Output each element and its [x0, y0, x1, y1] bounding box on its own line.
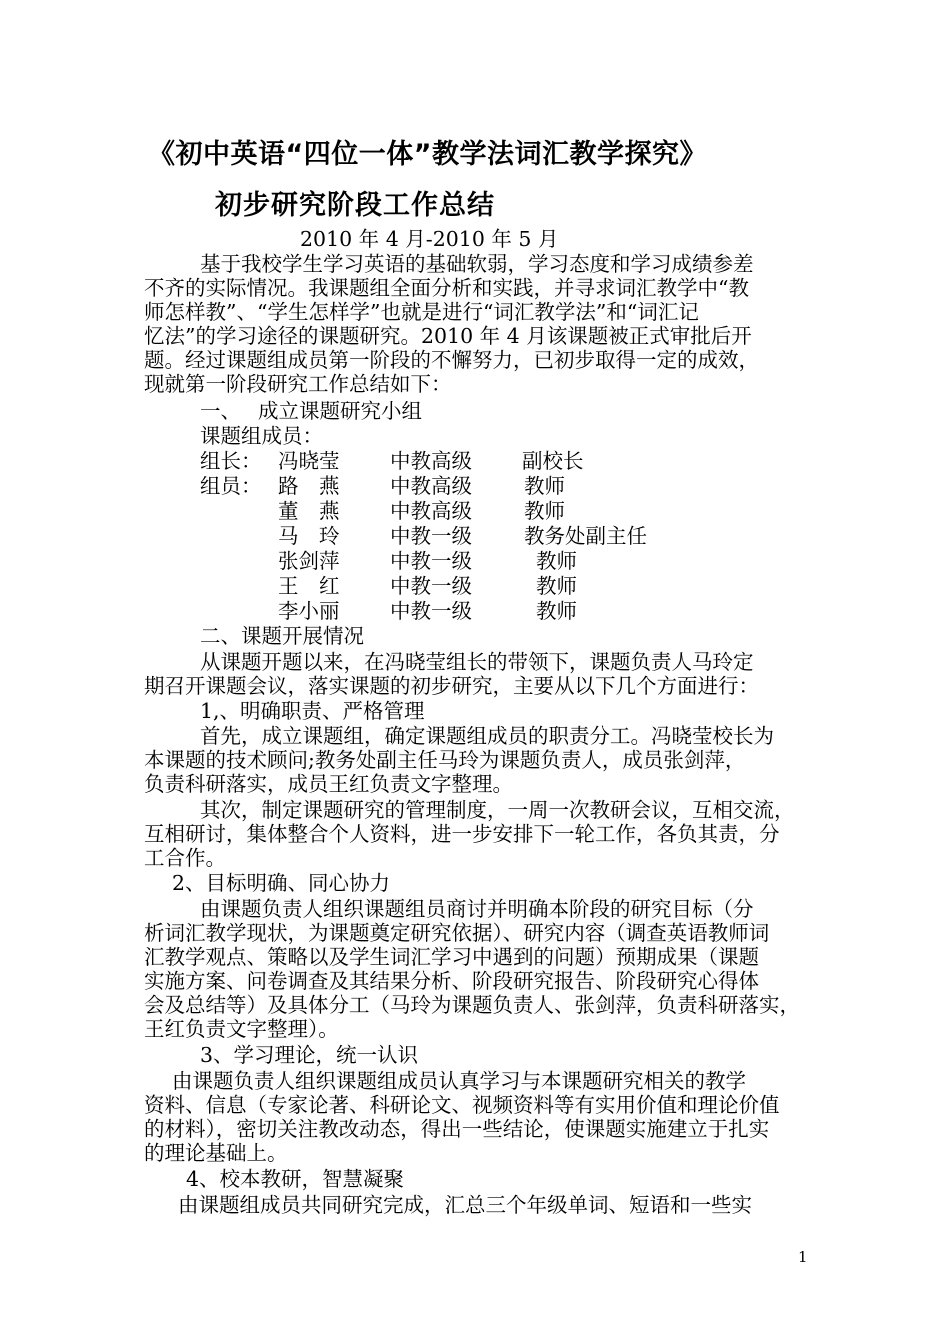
body-line: 的理论基础上。	[144, 1141, 288, 1165]
body-line: 负责科研落实，成员王红负责文字整理。	[144, 772, 513, 796]
body-line: 会及总结等）及具体分工（马玲为课题负责人、张剑萍，负责科研落实，	[144, 993, 800, 1017]
subsection-title: 1,、明确职责、严格管理	[200, 699, 425, 723]
body-line: 首先，成立课题组，确定课题组成员的职责分工。冯晓莹校长为	[200, 724, 774, 748]
intro-line: 题。经过课题组成员第一阶段的不懈努力，已初步取得一定的成效，	[144, 348, 759, 372]
body-line: 王红负责文字整理）。	[144, 1017, 339, 1041]
body-line: 从课题开题以来，在冯晓莹组长的带领下，课题负责人马玲定	[200, 650, 754, 674]
intro-line: 师怎样教”、“学生怎样学”也就是进行“词汇教学法”和“词汇记	[144, 300, 699, 324]
member-role: 教师	[536, 574, 577, 598]
member-role: 副校长	[522, 449, 584, 473]
member-name: 路 燕	[278, 474, 340, 498]
member-name: 马 玲	[278, 524, 340, 548]
leader-label: 组长：	[200, 449, 262, 473]
member-role: 教师	[536, 549, 577, 573]
intro-line: 基于我校学生学习英语的基础软弱，学习态度和学习成绩参差	[200, 252, 754, 276]
member-name: 董 燕	[278, 499, 340, 523]
body-line: 其次，制定课题研究的管理制度，一周一次教研会议，互相交流，	[200, 798, 795, 822]
section1-number: 一、	[200, 399, 241, 423]
member-grade: 中教一级	[390, 524, 472, 548]
section2-title: 二、课题开展情况	[200, 624, 364, 648]
member-grade: 中教一级	[390, 574, 472, 598]
body-line: 析词汇教学现状，为课题奠定研究依据）、研究内容（调查英语教师词	[144, 921, 770, 945]
subsection-title: 2、目标明确、同心协力	[172, 871, 391, 895]
members-title: 组员：	[200, 474, 262, 498]
member-grade: 中教高级	[390, 474, 472, 498]
member-grade: 中教一级	[390, 599, 472, 623]
member-role: 教师	[524, 499, 565, 523]
body-line: 由课题负责人组织课题组成员认真学习与本课题研究相关的教学	[172, 1069, 746, 1093]
member-role: 教师	[536, 599, 577, 623]
page-number: 1	[798, 1248, 808, 1266]
intro-line: 忆法”的学习途径的课题研究。2010 年 4 月该课题被正式审批后开	[144, 324, 752, 348]
body-line: 本课题的技术顾问;教务处副主任马玲为课题负责人，成员张剑萍，	[144, 748, 746, 772]
member-name: 王 红	[278, 574, 340, 598]
members-label: 课题组成员：	[200, 424, 323, 448]
member-name: 张剑萍	[278, 549, 340, 573]
body-line: 资料、信息（专家论著、科研论文、视频资料等有实用价值和理论价值	[144, 1093, 780, 1117]
member-role: 教师	[524, 474, 565, 498]
intro-line: 不齐的实际情况。我课题组全面分析和实践，并寻求词汇教学中“教	[144, 276, 749, 300]
body-line: 工合作。	[144, 846, 226, 870]
section1-title: 成立课题研究小组	[258, 399, 422, 423]
member-grade: 中教高级	[390, 449, 472, 473]
subsection-title: 4、校本教研，智慧凝聚	[186, 1167, 405, 1191]
subsection-title: 3、学习理论，统一认识	[200, 1043, 419, 1067]
document-subtitle: 初步研究阶段工作总结	[215, 190, 495, 221]
member-role: 教务处副主任	[524, 524, 647, 548]
body-line: 由课题组成员共同研究完成，汇总三个年级单词、短语和一些实	[178, 1193, 752, 1217]
body-line: 的材料），密切关注教改动态，得出一些结论，使课题实施建立于扎实	[144, 1117, 770, 1141]
member-grade: 中教高级	[390, 499, 472, 523]
date-range: 2010 年 4 月-2010 年 5 月	[300, 227, 559, 251]
intro-line: 现就第一阶段研究工作总结如下：	[144, 372, 452, 396]
body-line: 由课题负责人组织课题组员商讨并明确本阶段的研究目标（分	[200, 897, 754, 921]
body-line: 期召开课题会议，落实课题的初步研究，主要从以下几个方面进行：	[144, 674, 759, 698]
document-title: 《初中英语“四位一体”教学法词汇教学探究》	[148, 139, 707, 170]
body-line: 汇教学观点、策略以及学生词汇学习中遇到的问题）预期成果（课题	[144, 945, 759, 969]
member-name: 冯晓莹	[278, 449, 340, 473]
body-line: 实施方案、问卷调查及其结果分析、阶段研究报告、阶段研究心得体	[144, 969, 759, 993]
member-grade: 中教一级	[390, 549, 472, 573]
body-line: 互相研讨，集体整合个人资料，进一步安排下一轮工作，各负其责，分	[144, 822, 780, 846]
member-name: 李小丽	[278, 599, 340, 623]
